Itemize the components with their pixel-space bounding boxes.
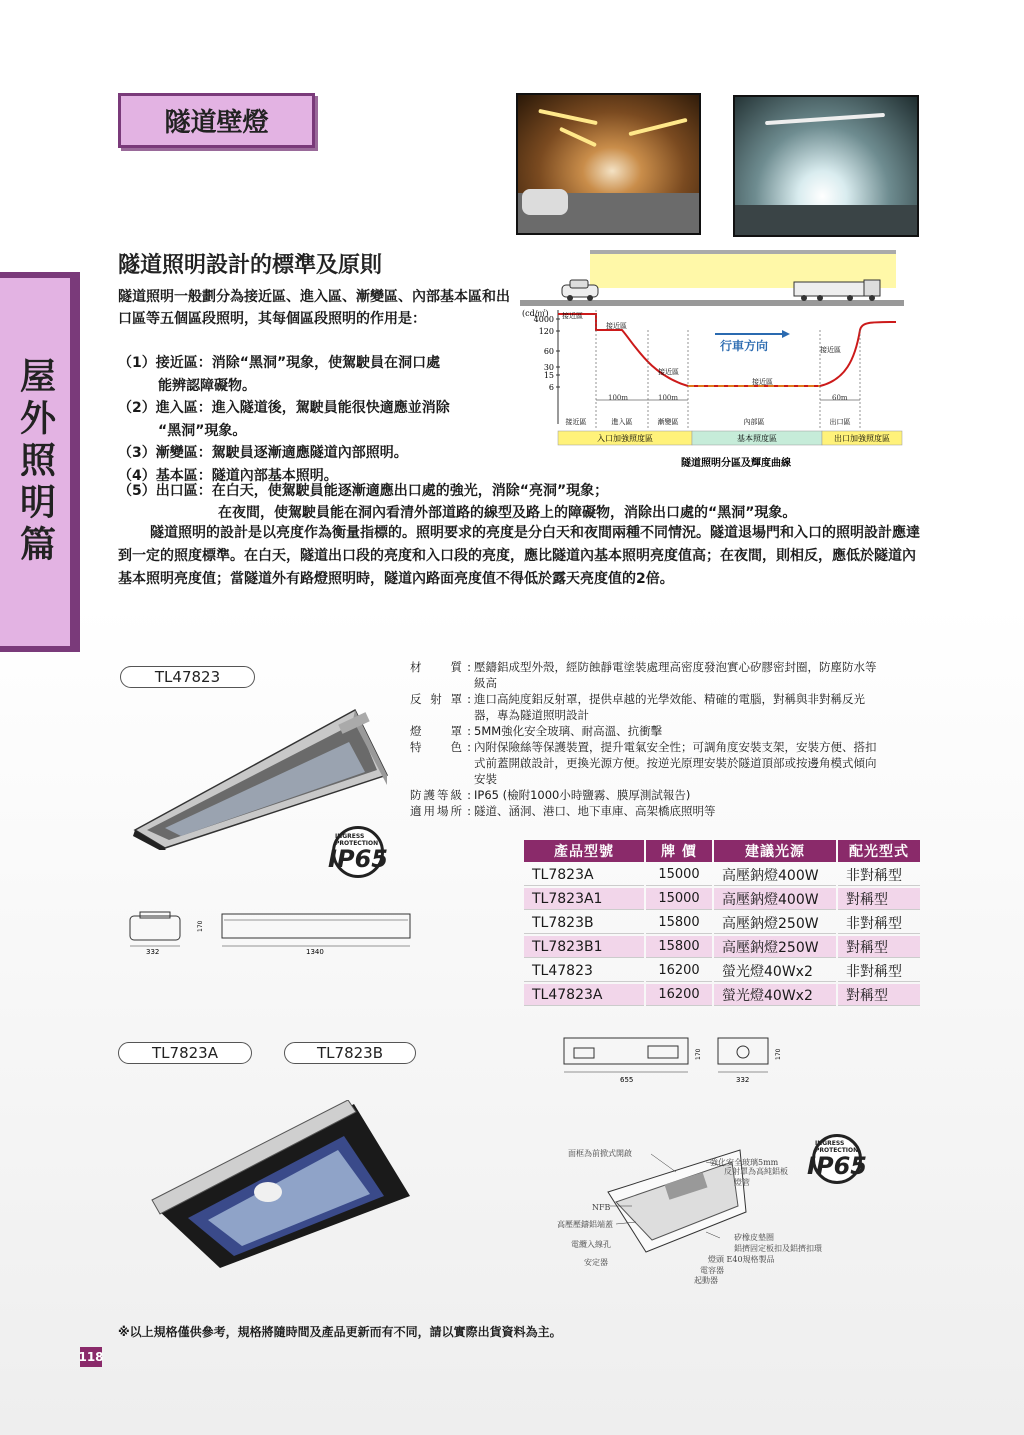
truck-icon (794, 280, 880, 301)
column-header: 牌 價 (646, 840, 712, 862)
cell: 螢光燈40Wx2 (714, 984, 836, 1006)
cell: TL7823B (524, 912, 644, 934)
distance-label: 100m (608, 394, 628, 402)
zone-label: 內部區 (743, 418, 765, 426)
model-label-a: TL7823A (118, 1042, 252, 1064)
cell: TL47823 (524, 960, 644, 982)
table-row (524, 864, 920, 886)
cell: TL7823B1 (524, 936, 644, 958)
cell: 高壓鈉燈250W (714, 936, 836, 958)
spec-value: IP65 (檢附1000小時鹽霧、膜厚測試報告) (474, 788, 691, 802)
cell: 對稱型 (838, 984, 920, 1006)
cell: 高壓鈉燈250W (714, 912, 836, 934)
section-side-tab (0, 272, 80, 652)
spec-row: 燈 罩 : 5MM強化安全玻璃、耐高溫、抗衝擊 (410, 723, 880, 739)
spec-key: 反射罩 (410, 692, 462, 706)
tunnel-photo-day (516, 93, 701, 235)
cell: 15000 (646, 864, 712, 886)
dim-height: 170 (695, 1048, 702, 1060)
band-label: 基本照度區 (737, 434, 777, 443)
page-title: 隧道壁燈 (118, 93, 315, 148)
spec-key: 防護等級 (410, 788, 462, 802)
callout: 安定器 (584, 1258, 608, 1267)
spec-key: 材 質 (410, 660, 462, 674)
spec-value: 5MM強化安全玻璃、耐高溫、抗衝擊 (474, 724, 663, 738)
dim-length: 655 (620, 1076, 634, 1084)
zone-label: 出口區 (829, 418, 851, 426)
callout: 鋁擠固定板扣及鋁擠扣環 (734, 1244, 822, 1253)
list-item: （2）進入區：進入隧道後，駕駛員能很快適應並消除 (118, 400, 450, 416)
spec-value: 進口高純度鋁反射罩，提供卓越的光學效能、精確的電腦，對稱與非對稱反光器，專為隧道照明設計 (474, 692, 865, 722)
cell: TL7823A (524, 864, 644, 886)
dim-length: 1340 (306, 948, 324, 956)
cell: 非對稱型 (838, 960, 920, 982)
model-label-main: TL47823 (120, 666, 255, 688)
product-table (522, 838, 922, 1008)
dimension-drawing-tl47823 (128, 908, 424, 958)
zone-label-top: 接近區 (606, 322, 627, 330)
cell: 15800 (646, 912, 712, 934)
dim-height: 170 (197, 920, 204, 932)
distance-label: 60m (832, 394, 848, 402)
band-label: 出口加強照度區 (834, 434, 890, 443)
spec-value: 內附保險絲等保護裝置，提升電氣安全性；可調角度安裝支架，安裝方便、搭扣式前蓋開啟設計，更換光源方便。按逆光原理安裝於隧道頂部或按邊角模式傾向安裝 (474, 740, 877, 786)
callout: 起動器 (694, 1276, 718, 1285)
zone-label-top: 接近區 (562, 312, 583, 320)
spec-row: 防護等級 : IP65 (檢附1000小時鹽霧、膜厚測試報告) (410, 787, 880, 803)
intro-paragraph: 隧道照明一般劃分為接近區、進入區、漸變區、內部基本區和出口區等五個區段照明，其每個區段照明的作用是： (118, 289, 510, 327)
zone-label-top: 接近區 (752, 378, 773, 386)
ip65-badge (328, 826, 388, 878)
spec-key: 適用場所 (410, 804, 462, 818)
spec-key: 特 色 (410, 740, 462, 754)
table-row (524, 960, 920, 982)
distance-markers (596, 394, 860, 402)
zone-label-top: 接近區 (820, 346, 841, 354)
list-item: 在夜間，使駕駛員能在洞內看清外部道路的線型及路上的障礙物，消除出口處的“黑洞”現象。 (218, 505, 797, 521)
cell: 15000 (646, 888, 712, 910)
chart-caption: 隧道照明分區及輝度曲線 (681, 458, 791, 469)
table-header-row (524, 840, 920, 862)
tunnel-ceiling-edge (590, 250, 896, 254)
column-header: 產品型號 (524, 840, 644, 862)
zone-label: 進入區 (611, 418, 633, 426)
callout: 高壓壓鑄鋁端蓋 (557, 1220, 613, 1229)
spec-value: 隧道、涵洞、港口、地下車庫、高架橋底照明等 (474, 804, 716, 818)
column-header: 建議光源 (714, 840, 836, 862)
cell: 16200 (646, 984, 712, 1006)
list-item: （5）出口區：在白天，使駕駛員能逐漸適應出口處的強光，消除“亮洞”現象； (118, 483, 609, 499)
y-tick-label: 60 (543, 347, 554, 356)
zone-label: 漸變區 (657, 418, 679, 426)
callout: 電容器 (700, 1266, 724, 1275)
y-axis-label: (cd/㎡) (522, 309, 549, 318)
dim-width: 332 (736, 1076, 750, 1084)
spec-row: 適用場所 : 隧道、涵洞、港口、地下車庫、高架橋底照明等 (410, 803, 880, 819)
zone-labels (566, 417, 851, 426)
design-paragraph: 隧道照明的設計是以亮度作為衡量指標的。照明要求的亮度是分白天和夜間兩種不同情況。隧道退場門和入口的照明設計應達到一定的照度標準。在白天，隧道出口段的亮度和入口段的亮度，應比隧道內基本照明亮度值高；在夜間，則相反，應低於隧道內基本照明亮度值；當隧道外有路燈照明時，隧道內路面亮度值不得低於露天亮度值的2倍。 (118, 525, 920, 587)
cell: TL47823A (524, 984, 644, 1006)
list-item: 能辨認障礙物。 (158, 377, 256, 394)
zone-list (118, 352, 528, 487)
dim-height: 170 (775, 1048, 782, 1060)
band-label: 入口加強照度區 (597, 434, 653, 443)
cell: 高壓鈉燈400W (714, 888, 836, 910)
ip-badge-top: INGRESS PROTECTION (335, 833, 379, 847)
cell: 16200 (646, 960, 712, 982)
callout: 反射罩為高純鋁板 (724, 1167, 788, 1176)
cell: 高壓鈉燈400W (714, 864, 836, 886)
list-item: “黑洞”現象。 (158, 422, 247, 439)
direction-arrowhead (782, 330, 790, 338)
list-item: （4）基本區：隧道內部基本照明。 (118, 467, 338, 484)
y-tick-label: 4000 (533, 315, 554, 324)
callout: 強化安全玻璃5mm (710, 1158, 779, 1167)
table-row (524, 936, 920, 958)
zone-label-top: 接近區 (658, 368, 679, 376)
cell: 非對稱型 (838, 912, 920, 934)
entry-curve (558, 314, 820, 386)
cell: 對稱型 (838, 888, 920, 910)
cell: TL7823A1 (524, 888, 644, 910)
zone-label: 接近區 (565, 418, 587, 426)
list-item: （1）接近區：消除“黑洞”現象，使駕駛員在洞口處 (118, 355, 441, 371)
footnote: ※以上規格僅供參考，規格將隨時間及產品更新而有不同，請以實際出貨資料為主。 (118, 1325, 562, 1339)
spec-row: 特 色 : 內附保險絲等保護裝置，提升電氣安全性；可調角度安裝支架，安裝方便、搭扣式前蓋開啟設計，更換光源方便。按逆光原理安裝於隧道頂部或按邊角模式傾向安裝 (410, 739, 880, 787)
callout: NFB (592, 1203, 611, 1212)
ip-badge-main: IP65 (807, 1152, 867, 1180)
side-tab-label: 屋外照明篇 (14, 357, 56, 567)
spec-row: 材 質 : 壓鑄鋁成型外殼，經防蝕靜電塗裝處理高密度發泡實心矽膠密封圈，防塵防水等級高 (410, 659, 880, 691)
cell: 15800 (646, 936, 712, 958)
page-number: 118 (80, 1347, 102, 1367)
y-tick-label: 6 (548, 383, 554, 392)
fixture-tl7823-image (148, 1100, 416, 1270)
ip-badge-top: INGRESS PROTECTION (815, 1140, 859, 1154)
cell: 螢光燈40Wx2 (714, 960, 836, 982)
callout: 電纜入線孔 (571, 1240, 611, 1249)
dim-width: 332 (146, 948, 160, 956)
exit-curve (820, 322, 896, 386)
table-row (524, 888, 920, 910)
y-tick-label: 15 (543, 371, 554, 380)
table-row (524, 912, 920, 934)
spec-list (410, 659, 880, 819)
distance-label: 100m (658, 394, 678, 402)
callout: 面框為前掀式開啟 (568, 1149, 632, 1158)
callout: 燈頭 E40規格製品 (708, 1255, 775, 1264)
luminance-chart (520, 250, 904, 470)
ip-badge-main: IP65 (328, 845, 388, 873)
y-axis-ticks (534, 315, 560, 392)
callout: 燈管 (734, 1178, 750, 1187)
dimension-drawing-tl7823 (558, 1034, 788, 1086)
y-tick-label: 30 (543, 363, 554, 372)
cell: 非對稱型 (838, 864, 920, 886)
spec-value: 壓鑄鋁成型外殼，經防蝕靜電塗裝處理高密度發泡實心矽膠密封圈，防塵防水等級高 (474, 660, 877, 690)
ip65-badge (807, 1134, 867, 1184)
model-label-b: TL7823B (284, 1042, 416, 1064)
list-item: （3）漸變區：駕駛員逐漸適應隧道內部照明。 (118, 445, 408, 461)
direction-label: 行車方向 (720, 339, 769, 353)
table-row (524, 984, 920, 1006)
spec-row: 反射罩 : 進口高純度鋁反射罩，提供卓越的光學效能、精確的電腦，對稱與非對稱反光器，專為隧道照明設計 (410, 691, 880, 723)
callout: 矽橡皮墊圈 (734, 1233, 774, 1242)
tunnel-photo-exit (733, 95, 919, 237)
zone-dividers (596, 310, 860, 428)
column-header: 配光型式 (838, 840, 920, 862)
spec-key: 燈 罩 (410, 724, 462, 738)
section-heading: 隧道照明設計的標準及原則 (118, 253, 383, 278)
road-line (520, 300, 904, 306)
y-tick-label: 120 (538, 327, 554, 336)
cell: 對稱型 (838, 936, 920, 958)
